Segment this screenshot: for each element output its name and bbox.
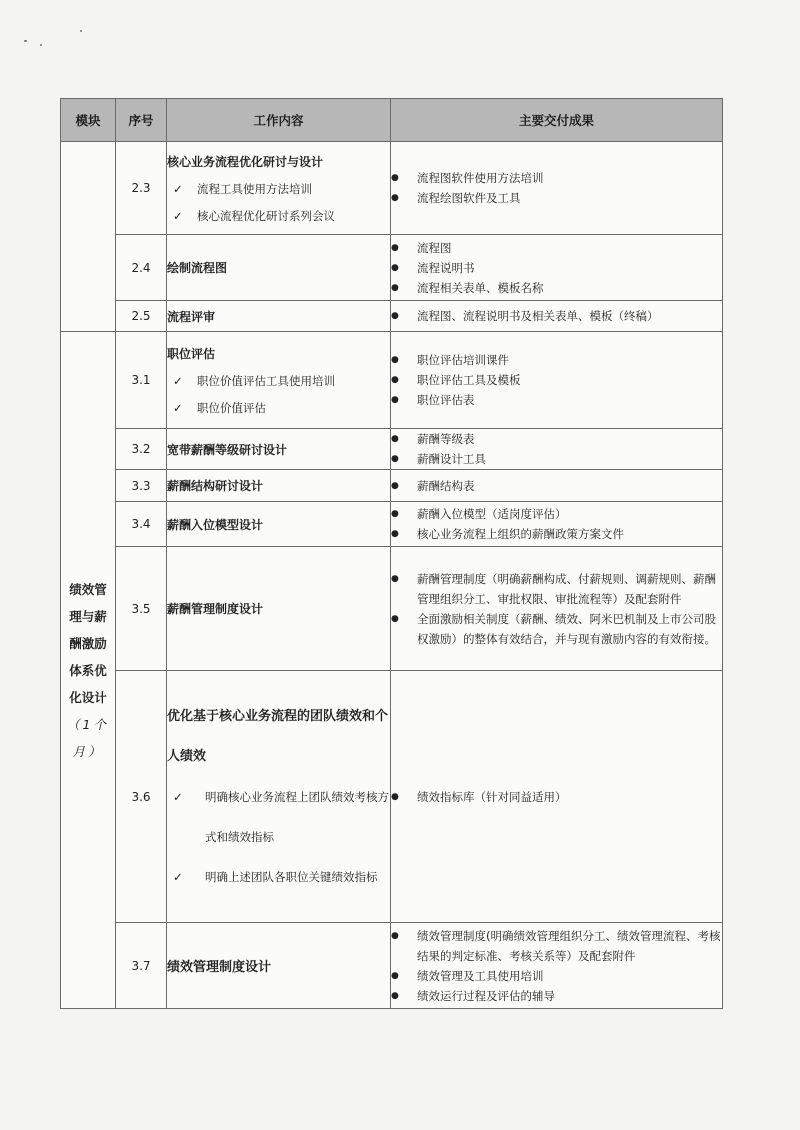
deliverable-item: ● 绩效运行过程及评估的辅导 xyxy=(391,986,722,1006)
module-duration: 月） xyxy=(72,743,104,759)
module-duration: （1个 xyxy=(67,716,109,732)
work-content xyxy=(167,332,391,429)
work-title: 优化基于核心业务流程的团队绩效和个人绩效 xyxy=(167,708,389,764)
table-row xyxy=(61,142,723,235)
deliverable-item: ● 薪酬设计工具 xyxy=(391,449,722,469)
bullet-icon: ● xyxy=(391,970,399,981)
check-icon: ✓ xyxy=(173,181,183,196)
table-row xyxy=(61,429,723,470)
bullet-icon: ● xyxy=(391,480,399,491)
header-work: 工作内容 xyxy=(167,99,391,142)
bullet-icon: ● xyxy=(391,173,399,183)
bullet-icon: ● xyxy=(391,613,399,624)
table-row xyxy=(61,923,723,1009)
module-cell-compensation xyxy=(61,332,116,1009)
bullet-icon: ● xyxy=(391,454,399,464)
scan-speck xyxy=(40,44,42,46)
header-seq: 序号 xyxy=(116,99,167,142)
bullet-icon: ● xyxy=(391,311,399,321)
work-title: 薪酬管理制度设计 xyxy=(167,602,264,616)
bullet-icon: ● xyxy=(391,434,399,444)
bullet-icon: ● xyxy=(391,395,399,405)
deliverables xyxy=(391,923,723,1009)
header-output: 主要交付成果 xyxy=(391,99,723,142)
check-item: ✓ 职位价值评估 xyxy=(173,400,266,415)
table-row xyxy=(61,301,723,332)
module-line: 酬激励 xyxy=(69,635,107,651)
row-number: 3.3 xyxy=(116,470,167,502)
work-content xyxy=(167,502,391,547)
check-item: ✓ 明确核心业务流程上团队绩效考核方式和绩效指标 xyxy=(167,777,390,857)
check-item: ✓ 职位价值评估工具使用培训 xyxy=(173,373,335,388)
deliverable-item: ● 全面激励相关制度（薪酬、绩效、阿米巴机制及上市公司股权激励）的整体有效结合，并与现有激励内容的有效衔接。 xyxy=(391,609,722,649)
deliverable-item: ● 流程图、流程说明书及相关表单、模板（终稿） xyxy=(391,306,722,326)
row-number: 3.1 xyxy=(116,332,167,429)
table-row xyxy=(61,547,723,671)
check-icon: ✓ xyxy=(173,869,183,884)
work-content xyxy=(167,923,391,1009)
work-title: 绩效管理制度设计 xyxy=(167,960,272,975)
table-row xyxy=(61,671,723,923)
scan-speck xyxy=(80,30,82,32)
deliverables xyxy=(391,142,723,235)
bullet-icon: ● xyxy=(391,791,399,802)
table-header-row xyxy=(61,99,723,142)
deliverables xyxy=(391,235,723,301)
row-number: 2.3 xyxy=(116,142,167,235)
bullet-icon: ● xyxy=(391,990,399,1001)
work-title: 薪酬结构研讨设计 xyxy=(167,479,264,493)
work-content xyxy=(167,301,391,332)
deliverable-item: ● 流程图软件使用方法培训 xyxy=(391,168,722,188)
deliverable-item: ● 流程相关表单、模板名称 xyxy=(391,278,722,298)
deliverable-item: ● 职位评估表 xyxy=(391,390,722,410)
row-number: 2.4 xyxy=(116,235,167,301)
work-content xyxy=(167,429,391,470)
table-row xyxy=(61,470,723,502)
deliverable-item: ● 绩效管理制度(明确绩效管理组织分工、绩效管理流程、考核结果的判定标准、考核关系等）及配套附件 xyxy=(391,926,722,966)
check-item: ✓ 核心流程优化研讨系列会议 xyxy=(173,208,335,223)
deliverable-item: ● 薪酬等级表 xyxy=(391,429,722,449)
work-title: 职位评估 xyxy=(167,346,216,361)
bullet-icon: ● xyxy=(391,355,399,365)
check-icon: ✓ xyxy=(173,789,183,804)
work-title: 薪酬入位模型设计 xyxy=(167,517,264,532)
work-title: 绘制流程图 xyxy=(167,261,228,275)
work-content xyxy=(167,547,391,671)
row-number: 3.7 xyxy=(116,923,167,1009)
table-row xyxy=(61,235,723,301)
deliverables xyxy=(391,671,723,923)
bullet-icon: ● xyxy=(391,262,399,273)
work-title: 流程评审 xyxy=(167,309,216,324)
deliverable-item: ● 薪酬管理制度（明确薪酬构成、付薪规则、调薪规则、薪酬管理组织分工、审批权限、审批流程等）及配套附件 xyxy=(391,569,722,609)
deliverables xyxy=(391,301,723,332)
table-row xyxy=(61,332,723,429)
work-title: 宽带薪酬等级研讨设计 xyxy=(167,442,288,457)
row-number: 3.5 xyxy=(116,547,167,671)
deliverables xyxy=(391,502,723,547)
deliverable-item: ● 核心业务流程上组织的薪酬政策方案文件 xyxy=(391,524,722,544)
work-content xyxy=(167,235,391,301)
row-number: 3.4 xyxy=(116,502,167,547)
bullet-icon: ● xyxy=(391,282,399,293)
module-cell-process xyxy=(61,142,116,332)
deliverables-table xyxy=(60,98,723,1009)
deliverables xyxy=(391,470,723,502)
bullet-icon: ● xyxy=(391,573,399,584)
bullet-icon: ● xyxy=(391,930,399,941)
module-line: 体系优 xyxy=(69,662,107,678)
deliverable-item: ● 薪酬结构表 xyxy=(391,476,722,496)
deliverables xyxy=(391,332,723,429)
module-line: 绩效管 xyxy=(69,581,107,597)
bullet-icon: ● xyxy=(391,509,399,519)
bullet-icon: ● xyxy=(391,529,399,539)
check-item: ✓ 流程工具使用方法培训 xyxy=(173,181,312,196)
deliverable-item: ● 绩效指标库（针对同益适用） xyxy=(391,787,722,807)
deliverable-item: ● 职位评估工具及模板 xyxy=(391,370,722,390)
work-content xyxy=(167,142,391,235)
bullet-icon: ● xyxy=(391,242,399,253)
bullet-icon: ● xyxy=(391,193,399,203)
deliverable-item: ● 职位评估培训课件 xyxy=(391,350,722,370)
work-content xyxy=(167,470,391,502)
deliverables xyxy=(391,429,723,470)
header-module: 模块 xyxy=(61,99,116,142)
deliverable-item: ● 流程绘图软件及工具 xyxy=(391,188,722,208)
row-number: 3.6 xyxy=(116,671,167,923)
deliverable-item: ● 流程图 xyxy=(391,238,722,258)
bullet-icon: ● xyxy=(391,375,399,385)
deliverable-item: ● 流程说明书 xyxy=(391,258,722,278)
module-line: 理与薪 xyxy=(69,608,107,624)
work-title: 核心业务流程优化研讨与设计 xyxy=(167,154,324,169)
deliverable-item: ● 绩效管理及工具使用培训 xyxy=(391,966,722,986)
check-icon: ✓ xyxy=(173,373,183,388)
module-line: 化设计 xyxy=(69,689,107,705)
check-item: ✓ 明确上述团队各职位关键绩效指标 xyxy=(167,857,390,897)
deliverables xyxy=(391,547,723,671)
table-row xyxy=(61,502,723,547)
work-content xyxy=(167,671,391,923)
check-icon: ✓ xyxy=(173,208,183,223)
deliverable-item: ● 薪酬入位模型（适岗度评估） xyxy=(391,504,722,524)
check-icon: ✓ xyxy=(173,400,183,415)
row-number: 2.5 xyxy=(116,301,167,332)
scan-speck xyxy=(24,40,27,42)
row-number: 3.2 xyxy=(116,429,167,470)
